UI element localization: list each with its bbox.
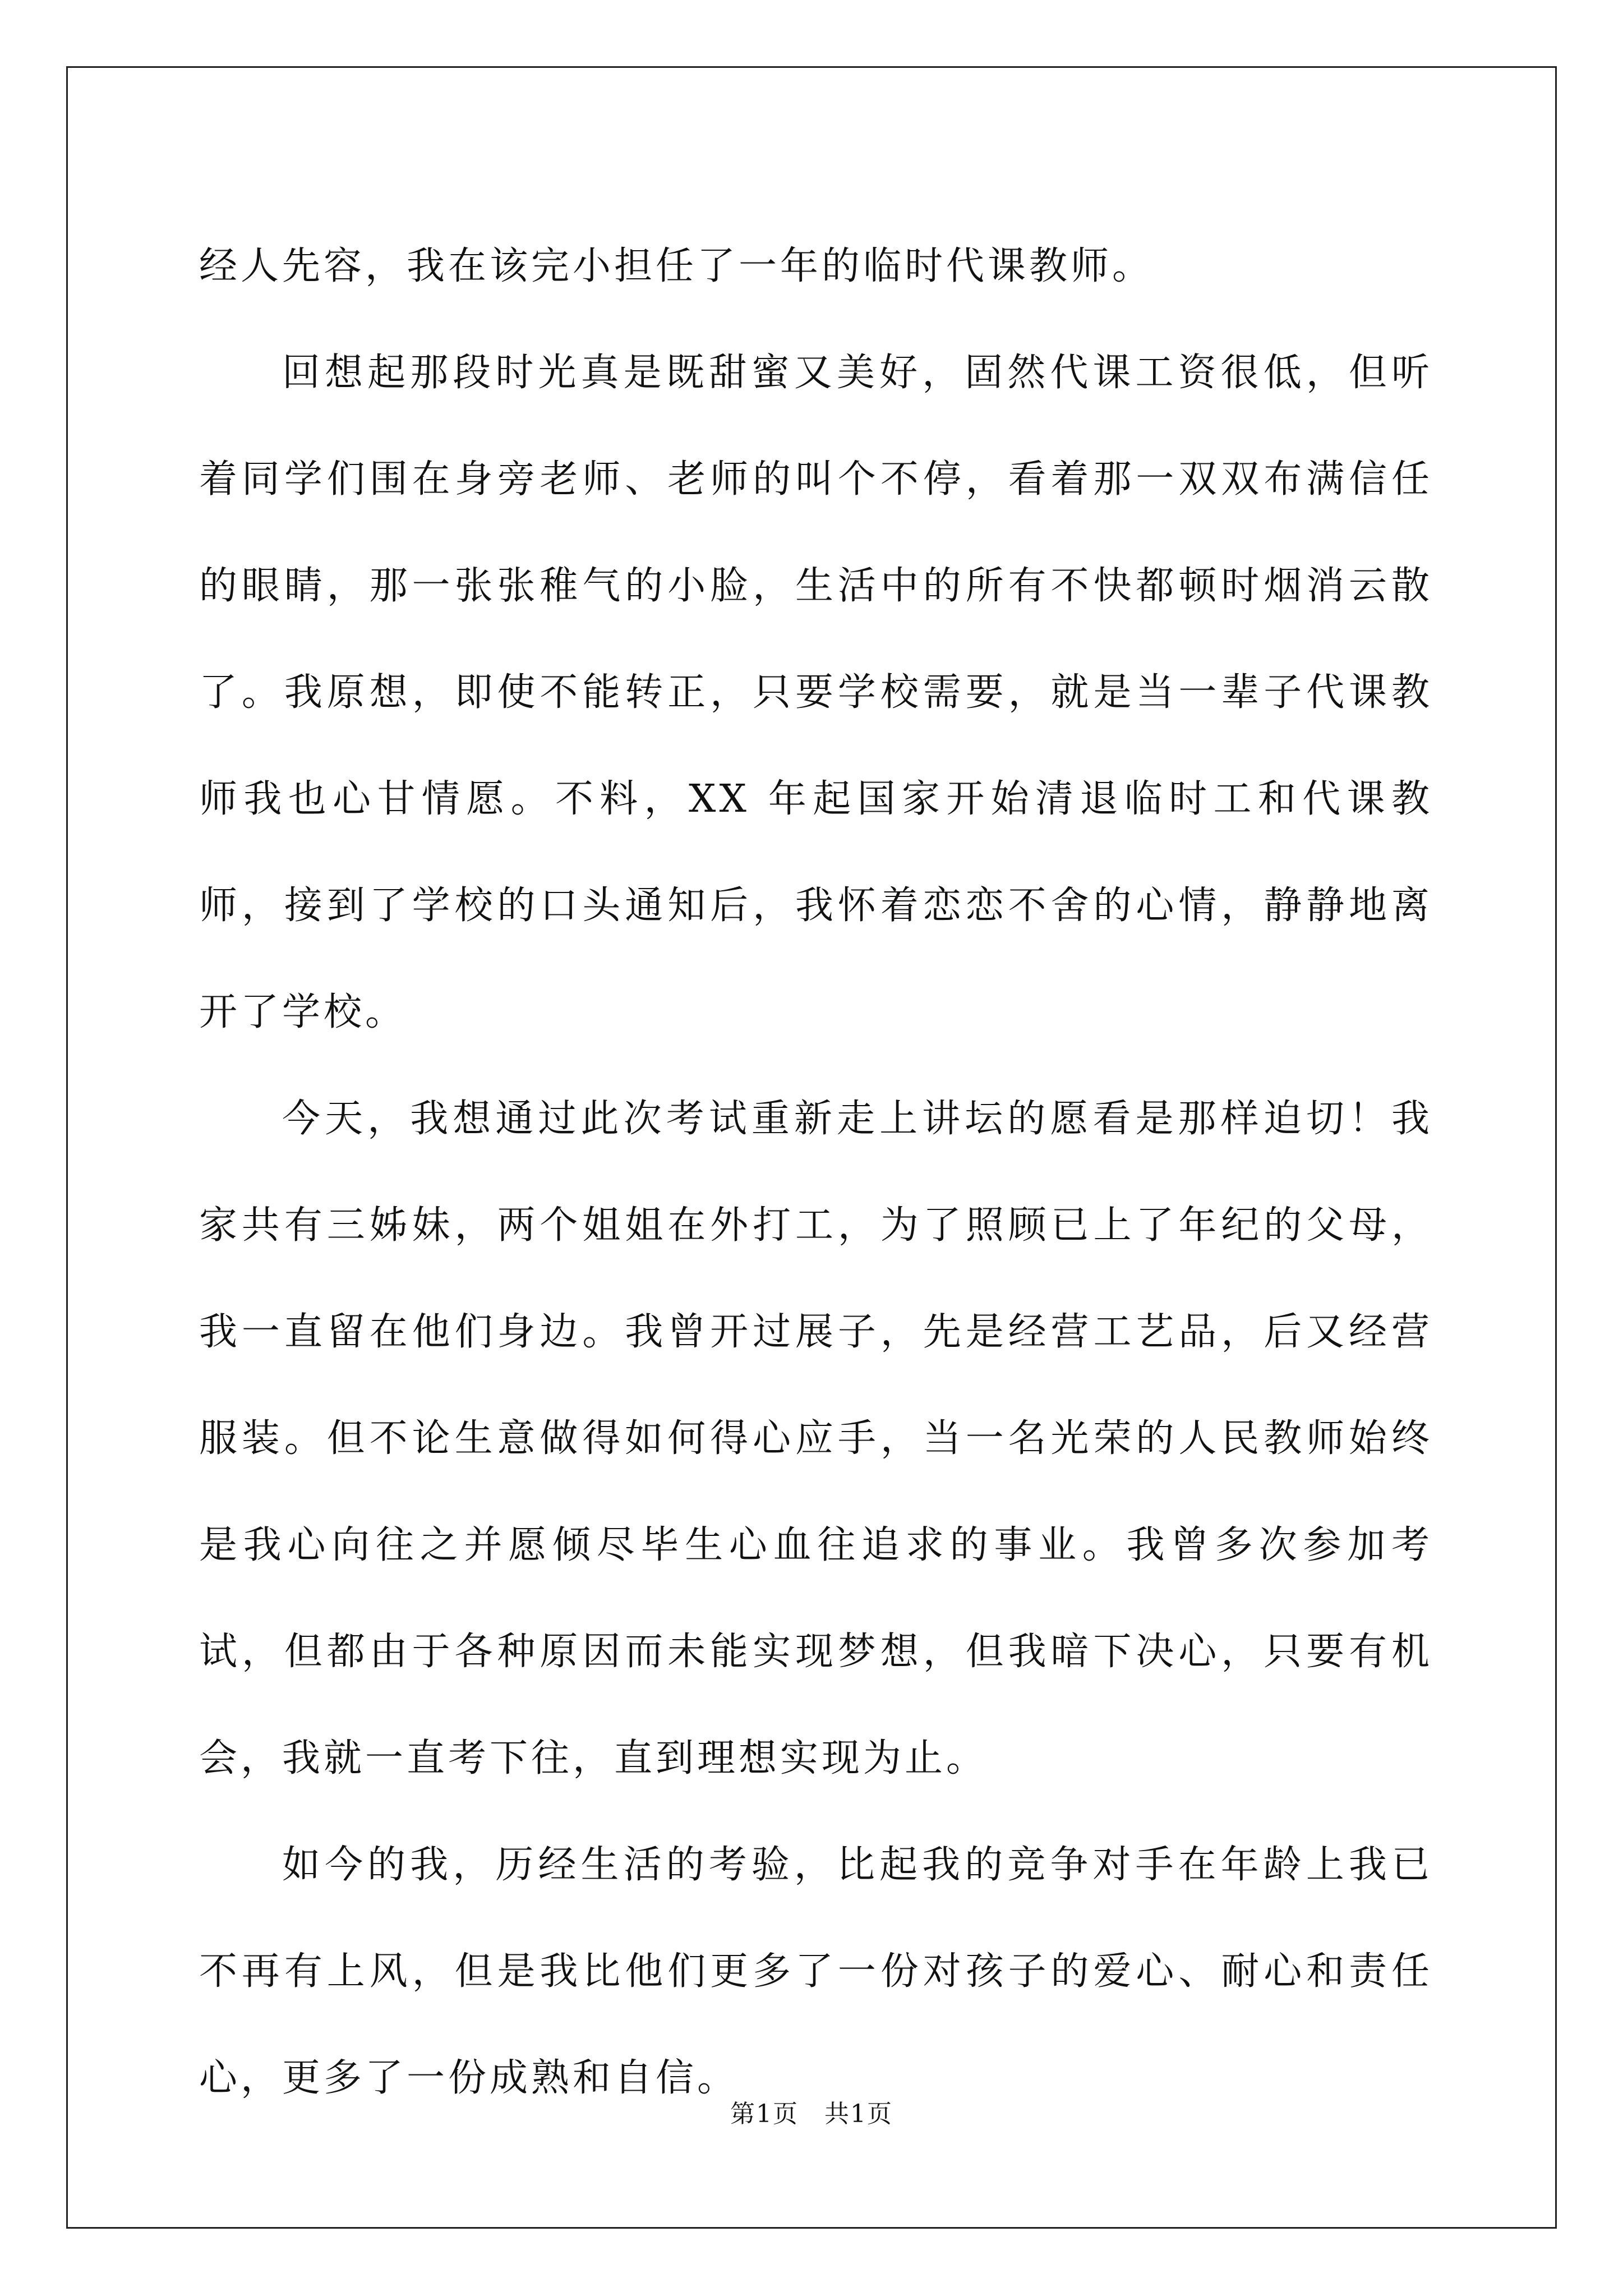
paragraph-2: 回想起那段时光真是既甜蜜又美好，固然代课工资很低，但听着同学们围在身旁老师、老师的叫个不停，看着那一双双布满信任的眼睛，那一张张稚气的小脸，生活中的所有不快都顿时烟消云散了。我原想，即使不能转正，只要学校需要，就是当一辈子代课教师我也心甘情愿。不料，XX 年起国家开始清退临时工和代课教师，接到了学校的口头通知后，我怀着恋恋不舍的心情，静静地离开了学校。: [199, 351, 1433, 1034]
page-footer: [0, 2093, 1623, 2129]
paragraph-4: 如今的我，历经生活的考验，比起我的竞争对手在年龄上我已不再有上风，但是我比他们更多了一份对孩子的爱心、耐心和责任心，更多了一份成熟和自信。: [199, 1843, 1433, 2100]
document-body: [199, 213, 1433, 2132]
paragraph-1: 经人先容，我在该完小担任了一年的临时代课教师。: [199, 244, 1154, 288]
page-number-label: 第1页 共1页: [730, 2100, 893, 2128]
paragraph-3: 今天，我想通过此次考试重新走上讲坛的愿看是那样迫切！我家共有三姊妹，两个姐姐在外打工，为了照顾已上了年纪的父母，我一直留在他们身边。我曾开过展子，先是经营工艺品，后又经营服装。但不论生意做得如何得心应手，当一名光荣的人民教师始终是我心向往之并愿倾尽毕生心血往追求的事业。我曾多次参加考试，但都由于各种原因而未能实现梦想，但我暗下决心，只要有机会，我就一直考下往，直到理想实现为止。: [199, 1097, 1433, 1780]
